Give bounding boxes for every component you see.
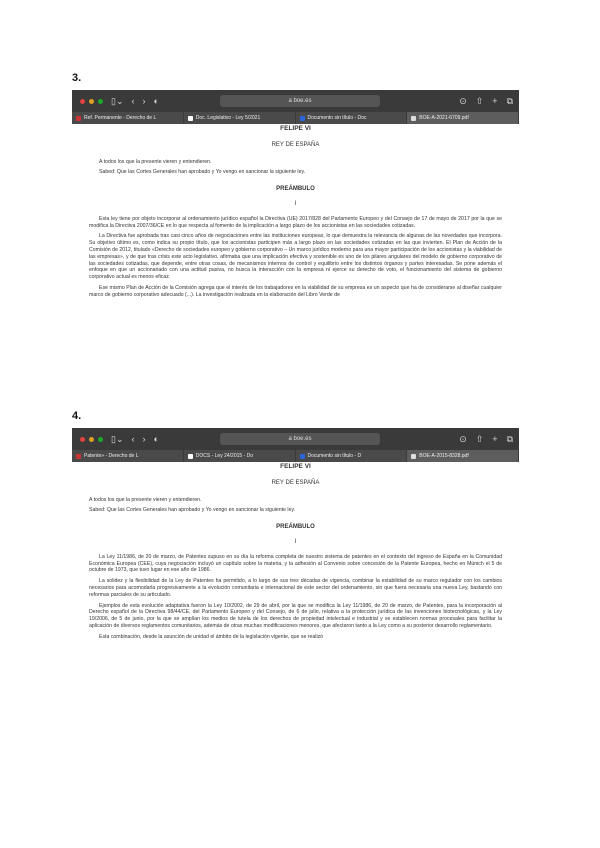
paragraph: Ejemplos de esta evolución adaptativa fueron la Ley 10/2002, de 29 de abril, por la que se modifica la Ley 11/1986, de 20 de marzo, de Patentes, para la incorporación al Derecho español de la Directiva 98/44/CE, del Parlamento Europeo y del Consejo, de 6 de julio, relativa a la protección jurídica de las invenciones biotecnológicas, y la Ley 19/2006, de 5 de junio, por la que se amplían los medios de tutela de los derechos de propiedad intelectual e industrial y se establecen normas procesales para facilitar la aplicación de diversos reglamentos comunitarios, además de otras muchas modificaciones menores, que afectaron tanto a la Ley como a su posterior desarrollo reglamentario.	[89, 602, 502, 629]
close-window-button[interactable]	[80, 99, 85, 104]
window-controls	[80, 437, 103, 442]
back-icon[interactable]: ‹	[131, 95, 135, 106]
section-number-4: 4.	[72, 410, 82, 422]
section-roman: I	[294, 538, 297, 545]
tab-overview-icon[interactable]: ⧉	[506, 433, 513, 444]
favicon-icon	[300, 454, 305, 459]
favicon-icon	[411, 116, 416, 121]
tab-2[interactable]: DOCS - Ley 24/2015 - Do	[184, 450, 296, 462]
tab-4-active[interactable]: BOE-A-2015-8328.pdf	[407, 450, 519, 462]
sidebar-icon[interactable]: ▯⌄	[111, 433, 124, 444]
sidebar-icon[interactable]: ▯⌄	[111, 95, 124, 106]
tab-overview-icon[interactable]: ⧉	[506, 95, 513, 106]
tab-4-active[interactable]: BOE-A-2021-6709.pdf	[407, 112, 519, 124]
favicon-icon	[411, 454, 416, 459]
paragraph: La solidez y la flexibilidad de la Ley de Patentes ha permitido, a lo largo de sus tres décadas de vigencia, combinar la estabilidad de su marco regulador con los cambios necesarios para acomodarla progresivamente a la evolución comunitaria e internacional de este sector del ordenamiento, sin que fuera necesaria una nueva Ley, bastando con reformas parciales de su articulado.	[89, 578, 502, 598]
king-name: FELIPE VI	[280, 125, 311, 132]
back-icon[interactable]: ‹	[131, 433, 135, 444]
tab-1[interactable]: Patente» - Derecho de L	[72, 450, 184, 462]
privacy-shield-icon[interactable]: ◐	[153, 95, 159, 106]
tab-3[interactable]: Documento sin título - D	[296, 450, 408, 462]
tab-2[interactable]: Doc. Legislativo - Ley 5/2021	[184, 112, 296, 124]
paragraph: La Ley 11/1986, de 20 de marzo, de Patentes supuso en su día la reforma completa de nuestro sistema de patentes en el contexto del ingreso de España en la Comunidad Económica Europea (CEE), cuya negociación incluyó un capítulo sobre la materia, y la adhesión al Convenio sobre concesión de la Patente Europea, hecho en Múnich el 5 de octubre de 1973, que tuvo lugar en ese año de 1986.	[89, 553, 502, 574]
browser-toolbar	[72, 428, 519, 450]
favicon-icon	[300, 116, 305, 121]
favicon-icon	[76, 116, 81, 121]
king-name: FELIPE VI	[280, 463, 311, 470]
tab-bar	[72, 450, 519, 462]
tab-1[interactable]: Ref. Permanente - Derecho de L	[72, 112, 184, 124]
minimize-window-button[interactable]	[89, 99, 94, 104]
tab-3[interactable]: Documento sin título - Doc	[296, 112, 408, 124]
notice: Sabed: Que las Cortes Generales han aprobado y Yo vengo en sancionar la siguiente ley.	[99, 169, 306, 176]
screenshot-3	[72, 90, 519, 362]
notice: Sabed: Que las Cortes Generales han aprobado y Yo vengo en sancionar la siguiente ley.	[89, 507, 296, 514]
greeting: A todos los que la presente vieren y entendieren.	[89, 496, 202, 503]
section-roman: I	[294, 200, 297, 207]
pdf-document	[72, 464, 519, 641]
new-tab-icon[interactable]: +	[492, 96, 498, 106]
favicon-icon	[76, 454, 81, 459]
forward-icon[interactable]: ›	[142, 95, 146, 106]
greeting: A todos los que la presente vieren y entendieren.	[99, 158, 212, 165]
close-window-button[interactable]	[80, 437, 85, 442]
tab-bar	[72, 112, 519, 124]
paragraph: Esta combinación, desde la asunción de unidad el ámbito de la legislación vigente, que se realizó	[99, 633, 324, 640]
browser-toolbar	[72, 90, 519, 112]
window-controls	[80, 99, 103, 104]
paragraph: La Directiva fue aprobada tras casi cinco años de negociaciones entre las instituciones europeas, lo que demuestra la relevancia de algunas de las novedades que incorpora. Su objetivo último es, como indica su propio título, que los accionistas participen más a largo plazo en las sociedades cotizadas en las que invierten. El Plan de Acción de la Comisión de 2012, titulado «Derecho de sociedades europeo y gobierno corporativo – Un marco jurídico moderno para una mayor participación de los accionistas y la viabilidad de las empresas», y de que tras crisis este acto legislativo, afirmaba que una implicación efectiva y sostenible es uno de los pilares angulares del modelo de gobierno corporativo de las sociedades cotizadas, que depende, entre otras cosas, de mecanismos internos de control y equilibrio entre los distintos órganos y partes interesadas. Se pone además el enfoque en que un accionariado con una actitud pasiva, no busca la interacción con la empresa ni ejerce su derecho de voto, el funcionamiento del sistema de gobierno corporativo actual es menos eficaz.	[89, 233, 502, 281]
maximize-window-button[interactable]	[98, 99, 103, 104]
forward-icon[interactable]: ›	[142, 433, 146, 444]
favicon-icon	[188, 116, 193, 121]
favicon-icon	[188, 454, 193, 459]
maximize-window-button[interactable]	[98, 437, 103, 442]
new-tab-icon[interactable]: +	[492, 434, 498, 444]
pdf-document	[72, 126, 519, 299]
minimize-window-button[interactable]	[89, 437, 94, 442]
download-icon[interactable]: ⊙	[459, 95, 467, 106]
share-icon[interactable]: ⇧	[475, 433, 484, 444]
address-bar[interactable]: a boe.es	[220, 433, 380, 445]
paragraph: Ese mismo Plan de Acción de la Comisión agrega que el interés de los trabajadores en la viabilidad de su empresa es un aspecto que ha de considerarse al diseñar cualquier marco de gobierno corporativo adecuado (...). La investigación realizada en la elaboración del Libro Verde de	[89, 284, 502, 298]
share-icon[interactable]: ⇧	[475, 95, 484, 106]
preamble-heading: PREÁMBULO	[276, 186, 315, 193]
download-icon[interactable]: ⊙	[459, 433, 467, 444]
doc-title: REY DE ESPAÑA	[271, 479, 320, 486]
preamble-heading: PREÁMBULO	[276, 524, 315, 531]
address-bar[interactable]: a boe.es	[220, 95, 380, 107]
doc-title: REY DE ESPAÑA	[271, 141, 320, 148]
section-number-3: 3.	[72, 72, 82, 84]
paragraph: Esta ley tiene por objeto incorporar al ordenamiento jurídico español la Directiva (UE) 2017/828 del Parlamento Europeo y del Consejo de 17 de mayo de 2017 por la que se modifica la Directiva 2007/36/CE en lo que respecta al fomento de la implicación a largo plazo de los accionistas en las sociedades cotizadas.	[89, 215, 502, 229]
screenshot-4	[72, 428, 519, 706]
privacy-shield-icon[interactable]: ◐	[153, 433, 159, 444]
